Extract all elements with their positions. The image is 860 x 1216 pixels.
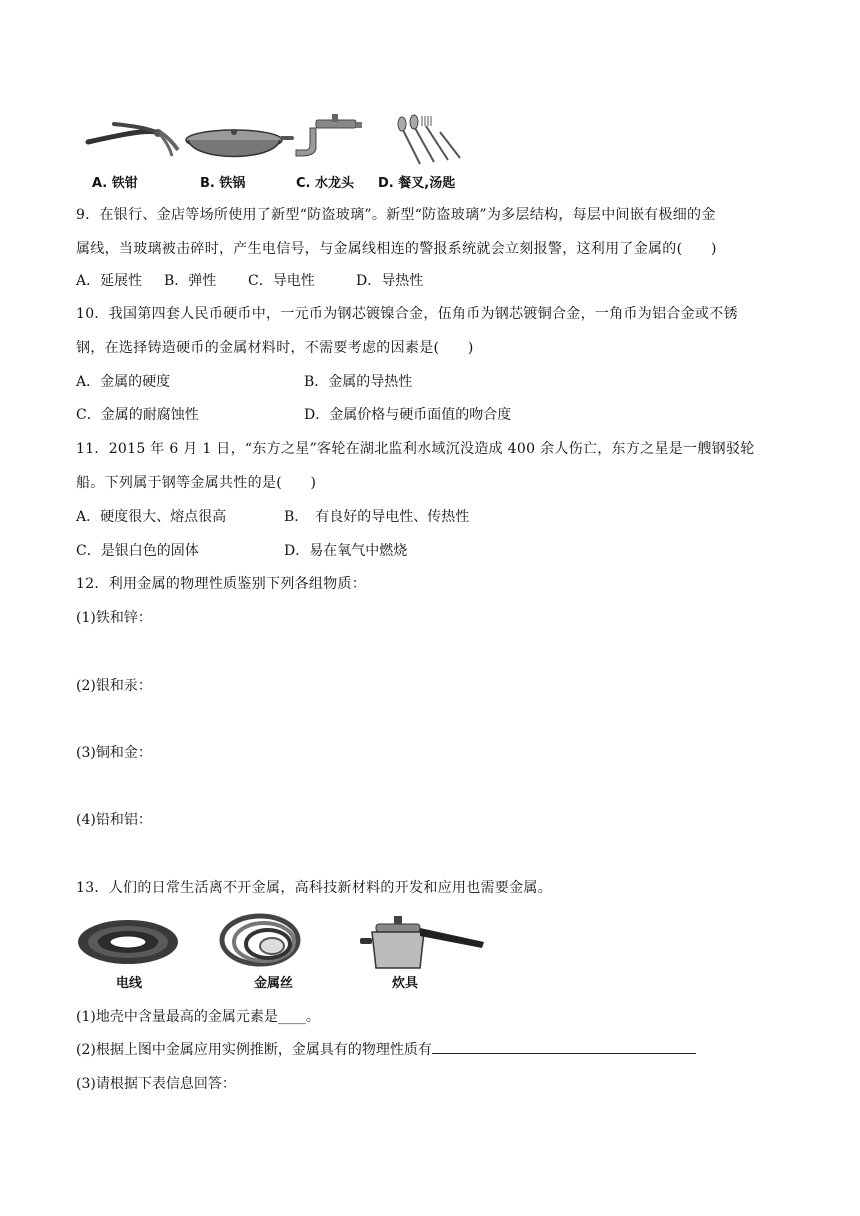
q10-stem-line1: 10．我国第四套人民币硬币中，一元币为钢芯镀镍合金，伍角币为钢芯镀铜合金，一角币为铝合金或不锈 <box>76 306 738 322</box>
q9-option-a: A．延展性 <box>76 273 143 289</box>
caption-c: C. 水龙头 <box>296 176 355 191</box>
q11-option-a: A．硬度很大、熔点很高 <box>76 509 227 525</box>
wok-icon <box>186 129 294 157</box>
tools-figure-art <box>84 112 484 170</box>
q11-stem-line1: 11．2015 年 6 月 1 日，“东方之星”客轮在湖北监利水域沉没造成 400 余人伤亡，东方之星是一艘钢驳轮 <box>76 441 755 457</box>
pressure-cooker-icon <box>360 916 484 968</box>
q13-caption-metal-wire: 金属丝 <box>254 976 294 991</box>
q13-figure-art <box>76 912 496 974</box>
q13-sub-2: (2)根据上图中金属应用实例推断，金属具有的物理性质有 <box>76 1042 432 1058</box>
q9-stem-line1: 9．在银行、金店等场所使用了新型“防盗玻璃”。新型“防盗玻璃”为多层结构，每层中间嵌有极细的金 <box>76 207 716 223</box>
q12-part-4: (4)铅和铝： <box>76 812 152 828</box>
q12-part-2: (2)银和汞： <box>76 678 152 694</box>
answer-blank <box>432 1053 696 1054</box>
q10-option-c: C．金属的耐腐蚀性 <box>76 407 199 423</box>
q9-option-c: C．导电性 <box>248 273 315 289</box>
q12-part-1: (1)铁和锌： <box>76 610 152 626</box>
q11-option-b: B． 有良好的导电性、传热性 <box>284 509 470 525</box>
q12-part-3: (3)铜和金： <box>76 745 152 761</box>
q10-option-d: D．金属价格与硬币面值的吻合度 <box>304 407 512 423</box>
q13-sub-3: (3)请根据下表信息回答： <box>76 1076 236 1092</box>
q10-option-b: B．金属的导热性 <box>304 374 413 390</box>
q11-stem-line2: 船。下列属于钢等金属共性的是( ) <box>76 475 317 491</box>
metal-wire-icon <box>222 916 298 964</box>
wire-coil-icon <box>78 920 178 964</box>
caption-b: B. 铁锅 <box>200 176 246 191</box>
q10-stem-line2: 钢，在选择铸造硬币的金属材料时，不需要考虑的因素是( ) <box>76 340 474 356</box>
q13-sub-2-row <box>76 1039 696 1059</box>
caption-d: D. 餐叉,汤匙 <box>378 176 456 191</box>
pliers-icon <box>88 124 178 156</box>
q13-caption-cookware: 炊具 <box>392 976 419 991</box>
caption-a: A. 铁钳 <box>92 176 138 191</box>
q13-stem: 13．人们的日常生活离不开金属，高科技新材料的开发和应用也需要金属。 <box>76 880 553 896</box>
q13-sub-1: (1)地壳中含量最高的金属元素是____。 <box>76 1009 320 1025</box>
faucet-icon <box>296 114 362 156</box>
q9-option-b: B．弹性 <box>164 273 217 289</box>
q11-option-c: C．是银白色的固体 <box>76 543 199 559</box>
q13-caption-wire: 电线 <box>116 976 143 991</box>
q10-option-a: A．金属的硬度 <box>76 374 171 390</box>
q12-stem: 12．利用金属的物理性质鉴别下列各组物质： <box>76 576 367 592</box>
fork-spoon-icon <box>398 115 460 164</box>
q9-stem-line2: 属线，当玻璃被击碎时，产生电信号，与金属线相连的警报系统就会立刻报警，这利用了金属的( ) <box>76 241 717 257</box>
q11-option-d: D．易在氧气中燃烧 <box>284 543 408 559</box>
q9-option-d: D．导热性 <box>356 273 424 289</box>
